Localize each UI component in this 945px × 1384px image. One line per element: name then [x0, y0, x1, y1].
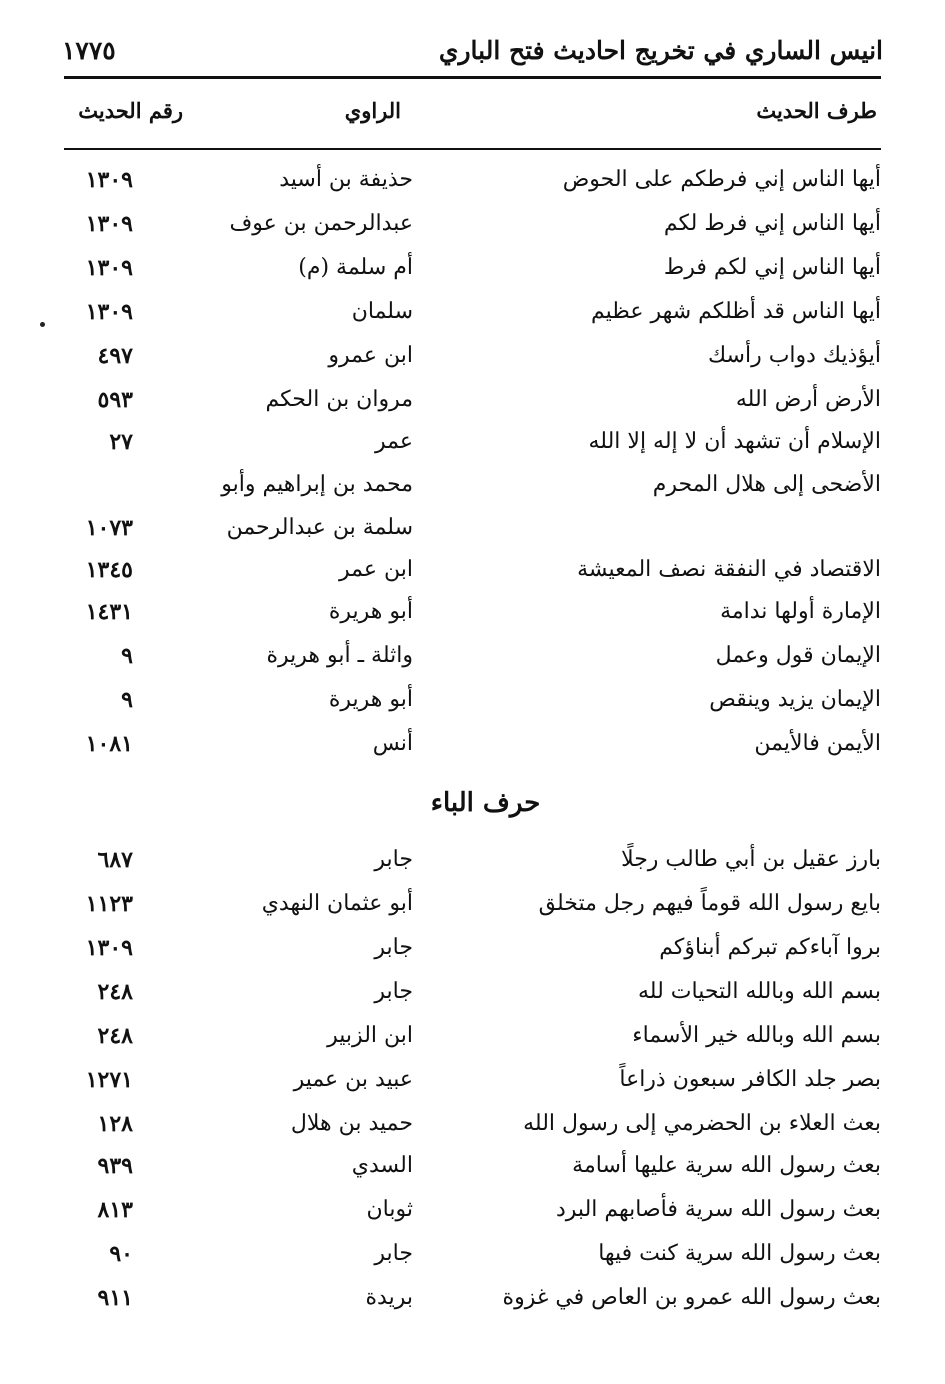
narrator-name: عبدالرحمن بن عوف [229, 211, 413, 236]
narrator-name: ثوبان [366, 1197, 413, 1222]
hadith-text: بعث رسول الله سرية عليها أسامة [572, 1153, 881, 1178]
hadith-number: ١٣٤٥ [85, 557, 133, 583]
narrator-name: ابن عمرو [328, 343, 413, 368]
hadith-number: ١٣٠٩ [85, 255, 133, 281]
hadith-number: ١٠٨١ [85, 731, 133, 757]
index-row [0, 1014, 945, 1058]
narrator-name: أبو هريرة [328, 687, 413, 712]
index-row [0, 290, 945, 334]
hadith-number: ٨١٣ [97, 1197, 133, 1223]
hadith-text: أيها الناس قد أظلكم شهر عظيم [591, 299, 881, 324]
hadith-number: ١١٢٣ [85, 891, 133, 917]
index-row [0, 926, 945, 970]
index-row [0, 202, 945, 246]
hadith-number: ٩١١ [97, 1285, 133, 1311]
index-row [0, 634, 945, 678]
hadith-number: ٩ [121, 687, 133, 713]
column-header-number: رقم الحديث [78, 98, 183, 123]
index-row [0, 722, 945, 766]
hadith-number: ١٠٧٣ [85, 515, 133, 541]
hadith-text: بصر جلد الكافر سبعون ذراعاً [619, 1067, 881, 1092]
index-row [0, 548, 945, 592]
header-rule [64, 76, 881, 79]
narrator-name: سلمان [351, 299, 413, 324]
narrator-name: عبيد بن عمير [293, 1067, 413, 1092]
hadith-number: ٤٩٧ [97, 343, 133, 369]
hadith-number: ٩ [121, 643, 133, 669]
hadith-text: بسم الله وبالله خير الأسماء [632, 1023, 881, 1048]
hadith-number: ٩٣٩ [97, 1153, 133, 1179]
index-row [0, 970, 945, 1014]
hadith-number: ١٣٠٩ [85, 167, 133, 193]
narrator-name: أم سلمة (م) [298, 255, 413, 280]
hadith-number: ٢٤٨ [97, 979, 133, 1005]
index-row [0, 882, 945, 926]
column-header-narrator: الراوي [344, 98, 401, 123]
hadith-number: ١٤٣١ [85, 599, 133, 625]
section-title [0, 788, 945, 818]
narrator-name: مروان بن الحكم [265, 387, 413, 412]
hadith-text: أيها الناس إني فرطكم على الحوض [562, 167, 881, 192]
index-row [0, 420, 945, 464]
narrator-name: سلمة بن عبدالرحمن [226, 515, 413, 540]
index-row [0, 334, 945, 378]
index-row [0, 1232, 945, 1276]
hadith-text: بايع رسول الله قوماً فيهم رجل متخلق [538, 891, 881, 916]
hadith-number: ٢٤٨ [97, 1023, 133, 1049]
index-row [0, 678, 945, 722]
narrator-name: ابن عمر [339, 557, 413, 582]
narrator-name: عمر [375, 429, 413, 454]
hadith-text: الاقتصاد في النفقة نصف المعيشة [577, 557, 881, 582]
narrator-name: أنس [372, 731, 413, 756]
hadith-text: بسم الله وبالله التحيات لله [638, 979, 881, 1004]
index-row [0, 506, 945, 550]
hadith-number: ٩٠ [109, 1241, 133, 1267]
hadith-text: بعث رسول الله عمرو بن العاص في غزوة [502, 1285, 881, 1310]
hadith-number: ١٣٠٩ [85, 935, 133, 961]
column-header-rule [64, 148, 881, 150]
index-row [0, 838, 945, 882]
hadith-text: بعث رسول الله سرية فأصابهم البرد [556, 1197, 881, 1222]
hadith-text: الإسلام أن تشهد أن لا إله إلا الله [588, 429, 881, 454]
index-row [0, 378, 945, 422]
hadith-number: ١٢٨ [97, 1111, 133, 1137]
hadith-text: أيها الناس إني لكم فرط [663, 255, 881, 280]
hadith-text: الأيمن فالأيمن [754, 731, 881, 756]
hadith-text: أيها الناس إني فرط لكم [663, 211, 881, 236]
hadith-number: ١٢٧١ [85, 1067, 133, 1093]
column-header-hadith: طرف الحديث [756, 98, 877, 123]
narrator-name: أبو هريرة [328, 599, 413, 624]
book-title: انيس الساري في تخريج احاديث فتح الباري [438, 36, 883, 65]
hadith-text: بعث رسول الله سرية كنت فيها [598, 1241, 881, 1266]
index-row [0, 1276, 945, 1320]
hadith-text: بارز عقيل بن أبي طالب رجلًا [621, 847, 881, 872]
narrator-name: أبو عثمان النهدي [261, 891, 413, 916]
hadith-number: ١٣٠٩ [85, 211, 133, 237]
index-row [0, 463, 945, 507]
hadith-number: ٥٩٣ [97, 387, 133, 413]
page-number: ١٧٧٥ [62, 36, 116, 65]
hadith-number: ١٣٠٩ [85, 299, 133, 325]
hadith-text: بروا آباءكم تبركم أبناؤكم [659, 935, 881, 960]
section-title-text: حرف الباء [430, 788, 541, 818]
index-row [0, 1058, 945, 1102]
narrator-name: ابن الزبير [327, 1023, 413, 1048]
narrator-name: حذيفة بن أسيد [279, 167, 413, 192]
hadith-text: الإمارة أولها ندامة [720, 599, 881, 624]
narrator-name: جابر [374, 1241, 413, 1266]
narrator-name: واثلة ـ أبو هريرة [266, 643, 413, 668]
index-row [0, 158, 945, 202]
hadith-text: الإيمان يزيد وينقص [709, 687, 881, 712]
narrator-name: جابر [374, 935, 413, 960]
running-header [62, 30, 883, 74]
narrator-name: محمد بن إبراهيم وأبو [221, 472, 413, 497]
hadith-text: الأضحى إلى هلال المحرم [652, 472, 881, 497]
index-row [0, 1188, 945, 1232]
hadith-number: ٦٨٧ [97, 847, 133, 873]
narrator-name: السدي [351, 1153, 413, 1178]
hadith-text: أيؤذيك دواب رأسك [707, 343, 881, 368]
hadith-text: الإيمان قول وعمل [715, 643, 881, 668]
index-row [0, 590, 945, 634]
hadith-text: بعث العلاء بن الحضرمي إلى رسول الله [523, 1111, 881, 1136]
index-row [0, 246, 945, 290]
narrator-name: بريدة [365, 1285, 413, 1310]
index-row [0, 1102, 945, 1146]
narrator-name: جابر [374, 847, 413, 872]
narrator-name: حميد بن هلال [290, 1111, 413, 1136]
hadith-text: الأرض أرض الله [735, 387, 881, 412]
index-row [0, 1144, 945, 1188]
hadith-number: ٢٧ [109, 429, 133, 455]
narrator-name: جابر [374, 979, 413, 1004]
